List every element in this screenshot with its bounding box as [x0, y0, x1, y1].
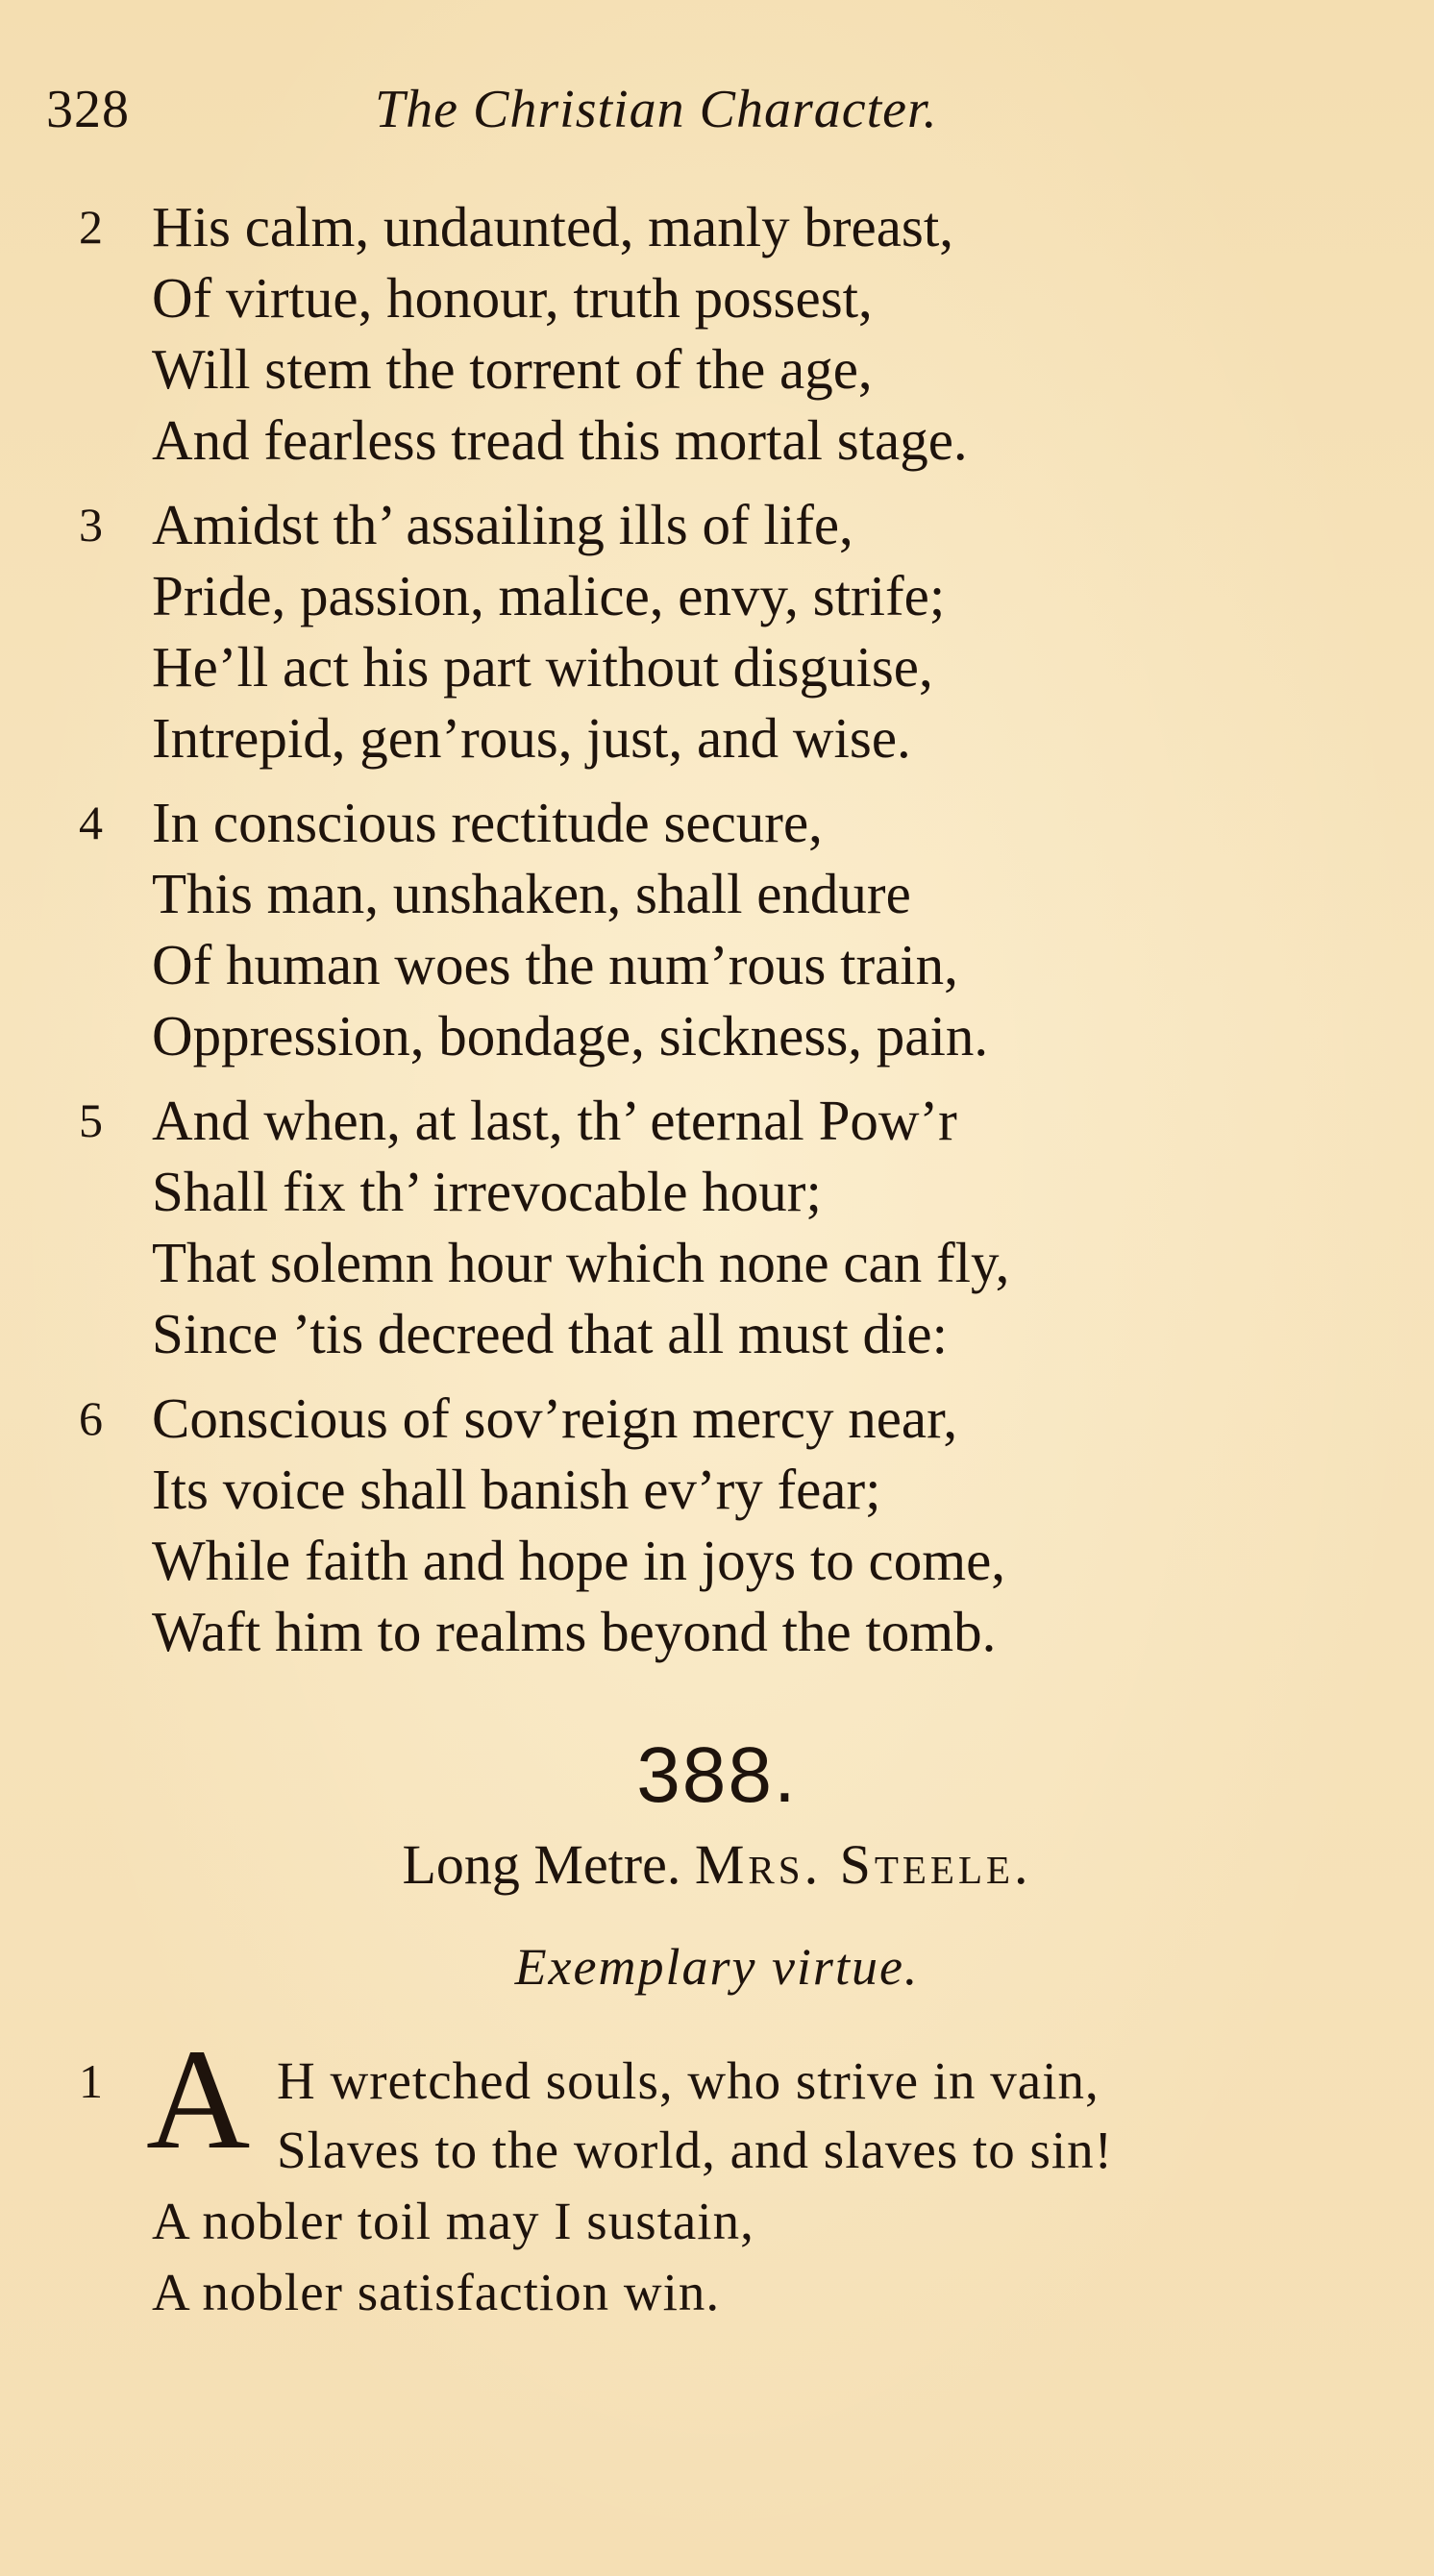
verse-line: A nobler satisfaction win.: [152, 2263, 721, 2321]
verse-line: While faith and hope in joys to come,: [152, 1529, 1006, 1592]
hymn-metre: Long Metre.: [402, 1833, 681, 1896]
verse-line: Of human woes the num’rous train,: [152, 933, 958, 996]
verse-line: Since ’tis decreed that all must die:: [152, 1302, 948, 1365]
verse-line: Slaves to the world, and slaves to sin!: [277, 2121, 1113, 2179]
verse-line: He’ll act his part without disguise,: [152, 635, 933, 699]
hymn-number: 388.: [636, 1731, 798, 1819]
page-number: 328: [46, 80, 130, 139]
verse-line: Conscious of sov’reign mercy near,: [152, 1386, 958, 1450]
verse-line: His calm, undaunted, manly breast,: [152, 195, 953, 258]
drop-cap: A: [146, 2020, 251, 2179]
verse-line: Its voice shall banish ev’ry fear;: [152, 1458, 881, 1521]
verse-line: A nobler toil may I sustain,: [152, 2192, 754, 2250]
verse-line: Pride, passion, malice, envy, strife;: [152, 564, 946, 627]
verse-line: Of virtue, honour, truth possest,: [152, 266, 873, 330]
verse-line: That solemn hour which none can fly,: [152, 1231, 1010, 1294]
verse-line: Waft him to realms beyond the tomb.: [152, 1600, 997, 1663]
stanza-number: 1: [79, 2054, 103, 2108]
verse-line: And when, at last, th’ eternal Pow’r: [152, 1089, 957, 1152]
verse-line: Shall fix th’ irrevocable hour;: [152, 1160, 822, 1223]
verse-line: Oppression, bondage, sickness, pain.: [152, 1004, 989, 1067]
verse-line: H wretched souls, who strive in vain,: [277, 2051, 1100, 2110]
verse-line: This man, unshaken, shall endure: [152, 862, 911, 925]
stanza-number: 5: [79, 1093, 103, 1147]
stanza-number: 3: [79, 498, 103, 552]
hymn-author: Mrs. Steele.: [694, 1833, 1032, 1896]
verse-line: Will stem the torrent of the age,: [152, 337, 873, 401]
stanza-number: 4: [79, 796, 103, 849]
hymn-metre-author: [0, 1830, 1434, 1900]
page-header: [46, 75, 1396, 144]
verse-line: Intrepid, gen’rous, just, and wise.: [152, 706, 911, 770]
verse-line: Amidst th’ assailing ills of life,: [152, 493, 853, 556]
hymn-subtitle: Exemplary virtue.: [514, 1938, 920, 1996]
stanza-number: 2: [79, 200, 103, 254]
stanza-number: 6: [79, 1391, 103, 1445]
verse-line: In conscious rectitude secure,: [152, 791, 823, 854]
verse-line: And fearless tread this mortal stage.: [152, 408, 968, 472]
running-title: The Christian Character.: [375, 80, 938, 139]
